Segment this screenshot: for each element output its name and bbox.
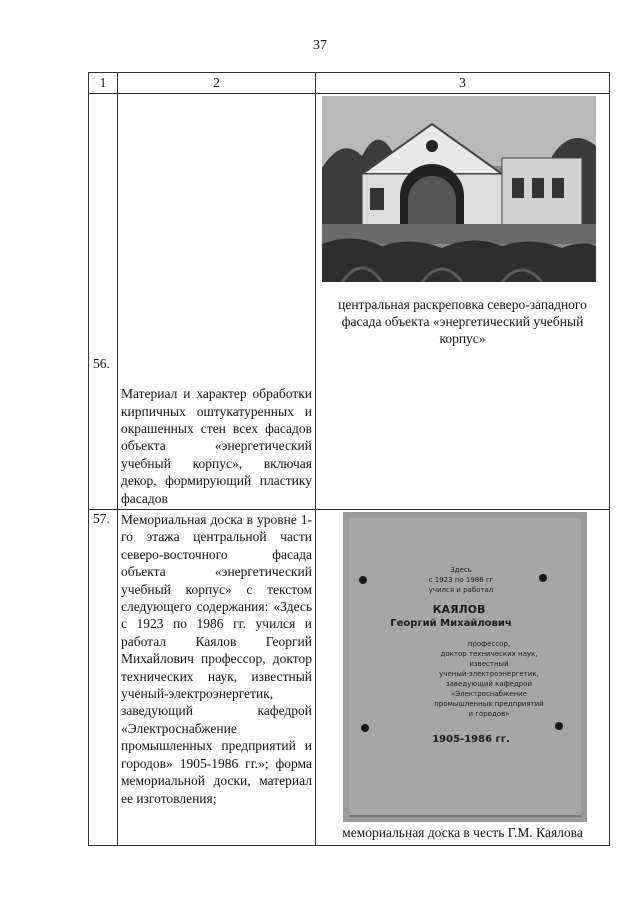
monument-table bbox=[88, 72, 610, 846]
table-row bbox=[89, 94, 610, 510]
description-text: Мемориальная доска в уровне 1-го этажа центральной части северо-восточного фасада объекта «энергетический учебный корпус» с текстом следующего содержания: «Здесь с 1923 по 1986 гг. учился и работал Каялов Георгий Михайлович профессор, доктор технических наук, известный ученый-электроэнергетик, заведующий кафедрой «Электроснабжение промышленных предприятий и городов» 1905-1986 гг.»; форма мемориальной доски, материал ее изготовления; bbox=[121, 512, 312, 806]
plaque-name: Георгий Михайлович bbox=[390, 618, 512, 629]
plaque-line: учился и работал bbox=[428, 586, 494, 594]
plaque-bolt-icon bbox=[555, 722, 563, 730]
row-number-text: 57. bbox=[93, 511, 110, 526]
plaque-bolt-icon bbox=[361, 724, 369, 732]
plaque-line: и городов» bbox=[468, 710, 510, 718]
page-number: 37 bbox=[313, 38, 327, 53]
plaque-line: «Электроснабжение bbox=[450, 690, 528, 698]
plaque-line: профессор, bbox=[467, 640, 511, 648]
header-col-2: 2 bbox=[118, 73, 316, 94]
row-description bbox=[118, 94, 316, 510]
memorial-plaque-photo bbox=[343, 512, 587, 822]
row-number bbox=[89, 510, 118, 846]
plaque-bolt-icon bbox=[359, 576, 367, 584]
row-number-text: 56. bbox=[93, 356, 110, 371]
plaque-line: известный bbox=[469, 660, 509, 668]
description-text: Материал и характер обработки кирпичных оштукатуренных и окрашенных стен всех фасадов объекта «энергетический учебный корпус», включая декор, формирующий пластику фасадов bbox=[121, 386, 312, 506]
plaque-line: заведующий кафедрой bbox=[445, 680, 533, 688]
image-caption: мемориальная доска в честь Г.М. Каялова bbox=[342, 825, 583, 840]
header-col-3: 3 bbox=[316, 73, 610, 94]
plaque-line: с 1923 по 1986 гг bbox=[428, 576, 494, 584]
image-caption: центральная раскреповка северо-западного фасада объекта «энергетический учебный корпус» bbox=[338, 297, 587, 346]
row-image-cell bbox=[316, 510, 610, 846]
plaque-line: доктор технических наук, bbox=[440, 650, 538, 658]
plaque-years: 1905-1986 гг. bbox=[432, 734, 510, 745]
table-row bbox=[89, 510, 610, 846]
row-description bbox=[118, 510, 316, 846]
plaque-line: Здесь bbox=[450, 566, 472, 574]
row-number bbox=[89, 94, 118, 510]
header-col-1: 1 bbox=[89, 73, 118, 94]
plaque-surname: КАЯЛОВ bbox=[432, 603, 486, 616]
plaque-line: промышленных предприятий bbox=[434, 700, 544, 708]
table-header-row bbox=[89, 73, 610, 94]
row-image-cell bbox=[316, 94, 610, 510]
plaque-line: ученый-электроэнергетик, bbox=[439, 670, 539, 678]
plaque-bolt-icon bbox=[539, 574, 547, 582]
building-facade-photo bbox=[322, 96, 596, 282]
